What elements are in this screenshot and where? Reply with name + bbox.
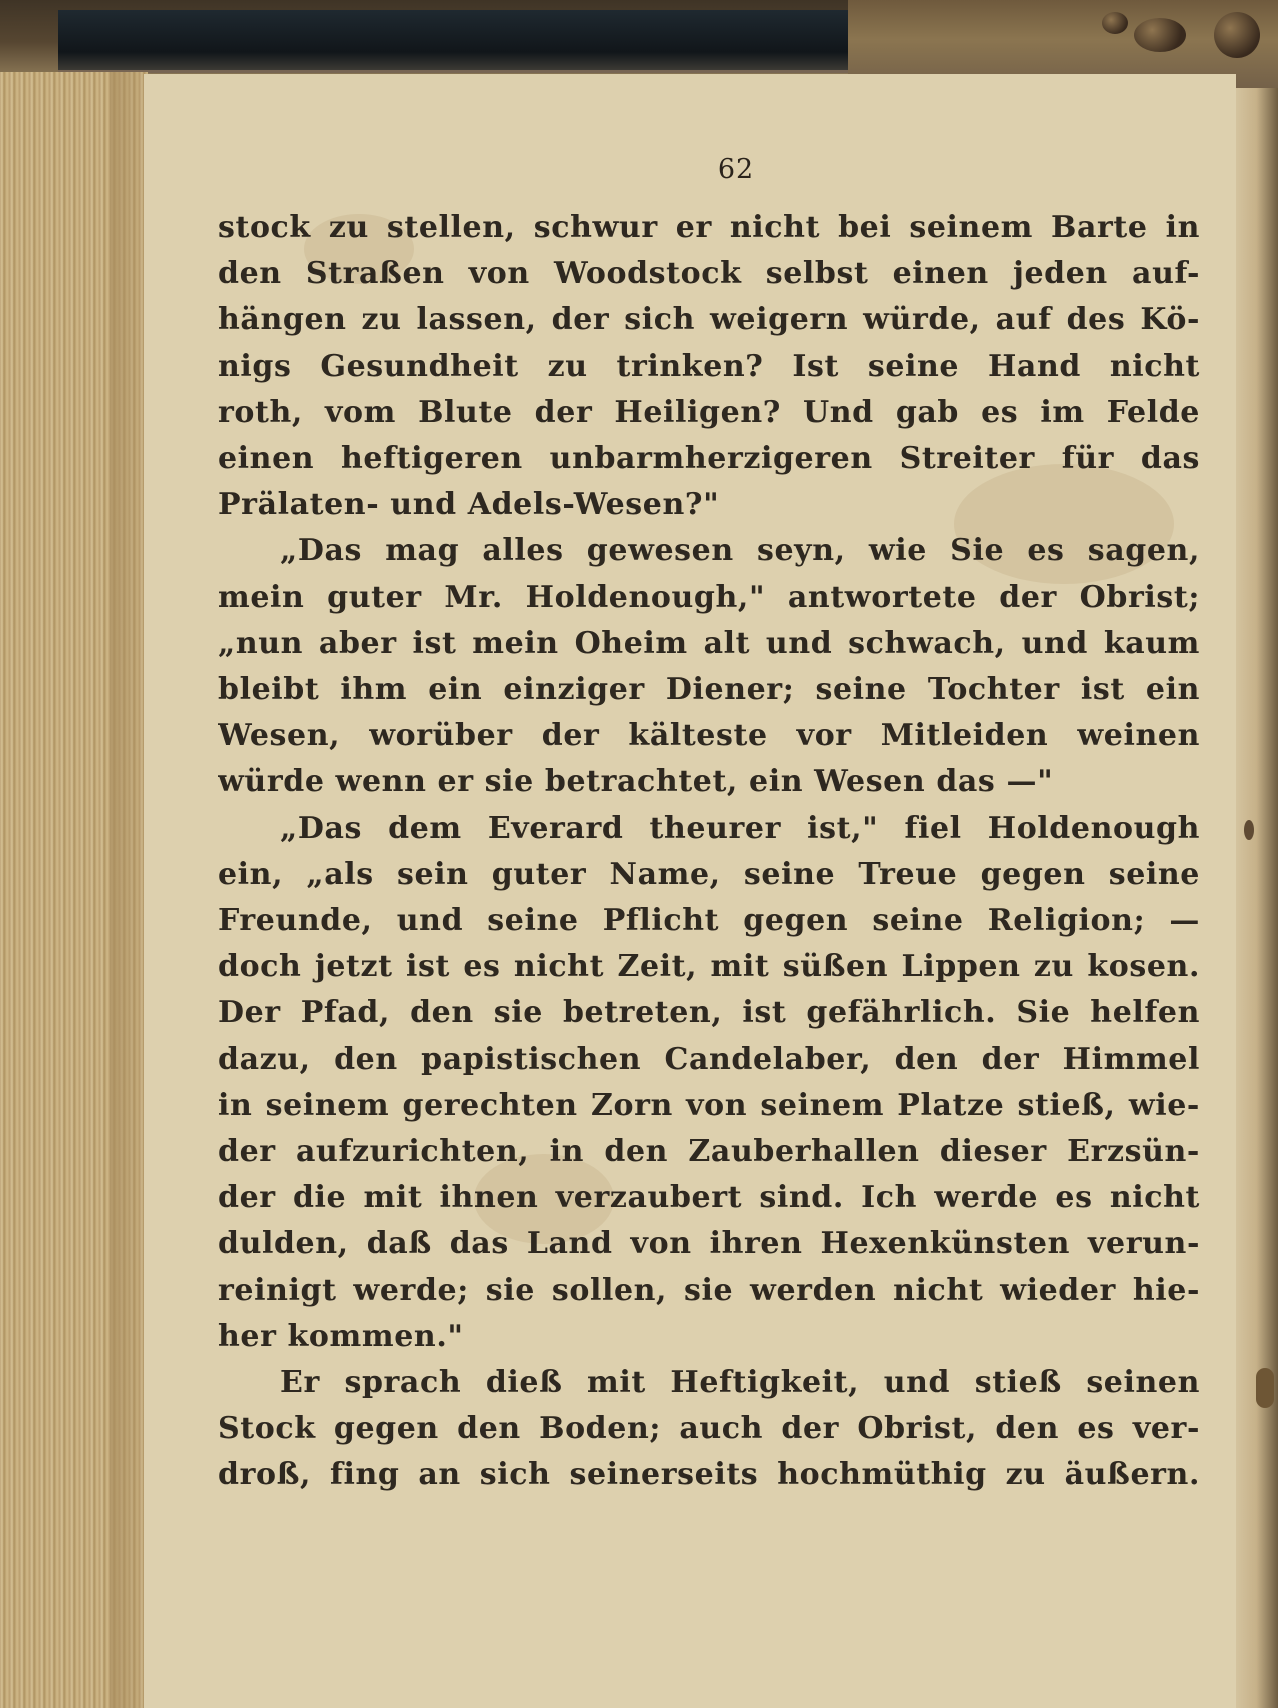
text-line: roth, vom Blute der Heiligen? Und gab es im Felde [218,395,1200,430]
text-line: in seinem gerechten Zorn von seinem Platze stieß, wie- [218,1088,1200,1123]
text-line: mein guter Mr. Holdenough," antwortete der Obrist; [218,580,1200,615]
text-line: droß, fing an sich seinerseits hochmüthig zu äußern. [218,1457,1200,1492]
cord-fragment [1244,820,1254,840]
text-line: Prälaten- und Adels-Wesen?" [218,487,720,522]
text-line: Er sprach dieß mit Heftigkeit, und stieß seinen [280,1365,1200,1400]
cord-knot [1214,12,1260,58]
text-line: „nun aber ist mein Oheim alt und schwach, und kaum [218,626,1200,661]
text-line: „Das dem Everard theurer ist," fiel Holdenough [280,811,1200,846]
text-line: Wesen, worüber der kälteste vor Mitleiden weinen [218,718,1200,753]
text-line: dazu, den papistischen Candelaber, den der Himmel [218,1042,1200,1077]
cord-fragment [1256,1368,1274,1408]
text-line: der aufzurichten, in den Zauberhallen dieser Erzsün- [218,1134,1200,1169]
cover-strip [58,10,850,73]
text-line: dulden, daß das Land von ihren Hexenkünsten verun- [218,1226,1200,1261]
text-line: bleibt ihm ein einziger Diener; seine Tochter ist ein [218,672,1200,707]
text-line: der die mit ihnen verzaubert sind. Ich werde es nicht [218,1180,1200,1215]
text-line: würde wenn er sie betrachtet, ein Wesen das —" [218,764,1054,799]
text-line: den Straßen von Woodstock selbst einen jeden auf- [218,256,1200,291]
text-line: reinigt werde; sie sollen, sie werden nicht wieder hie- [218,1273,1200,1308]
page-text-block [218,205,1200,1625]
text-line: doch jetzt ist es nicht Zeit, mit süßen Lippen zu kosen. [218,949,1200,984]
cord-knot [1134,18,1186,52]
text-line: her kommen." [218,1319,464,1354]
text-line: ein, „als sein guter Name, seine Treue gegen seine [218,857,1200,892]
text-line: einen heftigeren unbarmherzigeren Streiter für das [218,441,1200,476]
text-line: stock zu stellen, schwur er nicht bei seinem Barte in [218,210,1200,245]
text-line: hängen zu lassen, der sich weigern würde, auf des Kö- [218,302,1200,337]
text-line: Freunde, und seine Pflicht gegen seine Religion; — [218,903,1200,938]
right-page-edge [1230,88,1278,1708]
text-line: nigs Gesundheit zu trinken? Ist seine Hand nicht [218,349,1200,384]
page-number: 62 [717,154,755,185]
text-line: Stock gegen den Boden; auch der Obrist, den es ver- [218,1411,1200,1446]
text-line: Der Pfad, den sie betreten, ist gefährlich. Sie helfen [218,995,1200,1030]
text-line: „Das mag alles gewesen seyn, wie Sie es sagen, [280,533,1200,568]
cord-knot [1102,12,1128,34]
